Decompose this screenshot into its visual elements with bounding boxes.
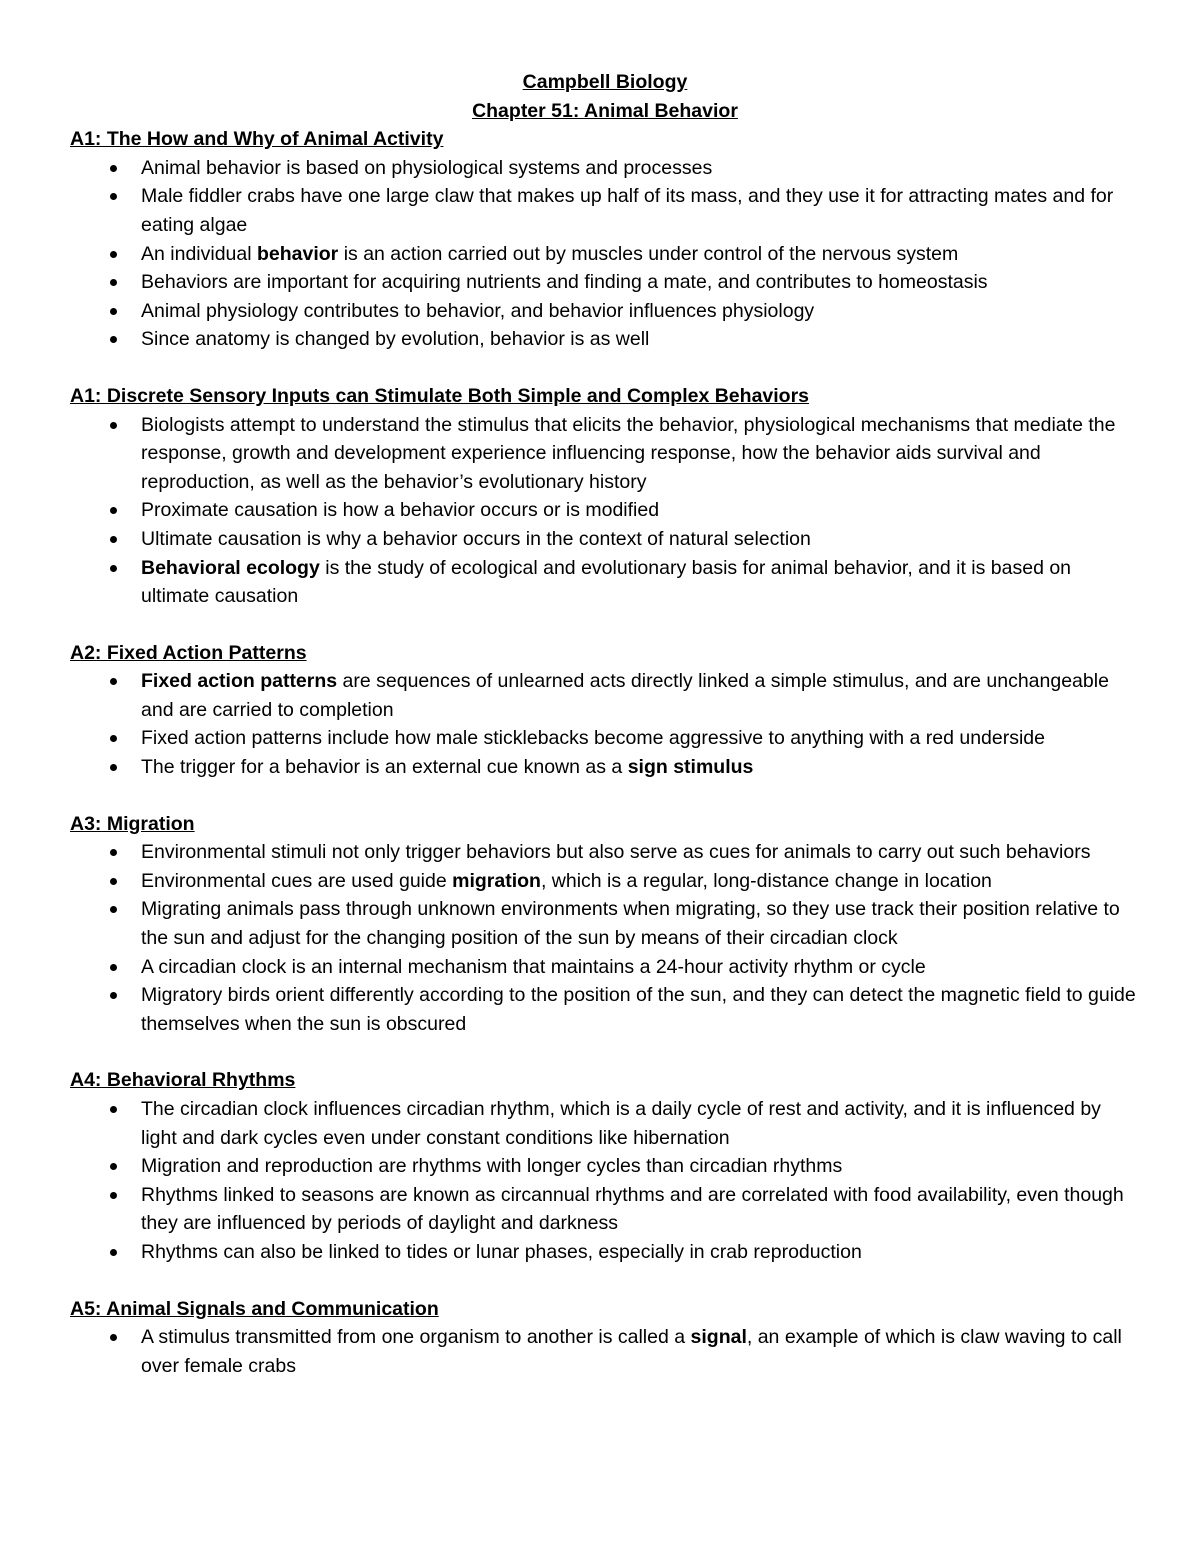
bullet-text: Male fiddler crabs have one large claw that makes up half of its mass, and they use it for attracting mates and for eating algae [141,185,1114,236]
bullet-text: Rhythms can also be linked to tides or lunar phases, especially in crab reproduction [141,1240,862,1263]
bullet-dot-icon [110,565,117,572]
bullet-dot-icon [110,193,117,200]
bullet-item [70,1323,1140,1380]
bullet-dot-icon [110,507,117,514]
bullet-item [70,981,1140,1038]
bullet-text: is an action carried out by muscles under control of the nervous system [338,242,959,265]
section-heading: A1: Discrete Sensory Inputs can Stimulate Both Simple and Complex Behaviors [70,384,810,407]
bold-term: migration [452,869,541,892]
bullet-item [70,867,1140,896]
bullet-list [70,1323,1140,1380]
bullet-text: Behaviors are important for acquiring nutrients and finding a mate, and contributes to homeostasis [141,271,988,294]
bullet-item [70,1152,1140,1181]
section-heading: A4: Behavioral Rhythms [70,1069,296,1092]
bullet-dot-icon [110,992,117,999]
bullet-item [70,554,1140,611]
section-heading: A2: Fixed Action Patterns [70,641,307,664]
bullet-item [70,496,1140,525]
section [70,639,1140,782]
bullet-dot-icon [110,536,117,543]
bullet-text: are sequences of unlearned acts directly linked a simple stimulus, and are unchangeable and are carried to completion [141,670,1109,721]
document-title: Campbell Biology [522,71,688,93]
bullet-item [70,154,1140,183]
bullet-dot-icon [110,336,117,343]
bullet-dot-icon [110,1106,117,1113]
bullet-item [70,753,1140,782]
bullet-text: Animal physiology contributes to behavior, and behavior influences physiology [141,299,815,322]
bullet-dot-icon [110,165,117,172]
bullet-dot-icon [110,906,117,913]
bold-term: behavior [257,242,339,265]
bullet-item [70,953,1140,982]
bullet-text: Migratory birds orient differently according to the position of the sun, and they can detect the magnetic field to guide themselves when the sun is obscured [141,984,1136,1035]
bullet-dot-icon [110,764,117,771]
bullet-item [70,325,1140,354]
bullet-text: Migration and reproduction are rhythms with longer cycles than circadian rhythms [141,1155,843,1178]
bold-term: sign stimulus [627,756,754,779]
bullet-dot-icon [110,849,117,856]
bullet-dot-icon [110,964,117,971]
bullet-item [70,1095,1140,1152]
document-subtitle: Chapter 51: Animal Behavior [472,99,738,122]
section [70,382,1140,611]
bullet-text: is the study of ecological and evolutionary basis for animal behavior, and it is based on ultimate causation [141,556,1072,608]
section-heading: A3: Migration [70,812,195,835]
bullet-dot-icon [110,1249,117,1256]
section [70,1295,1140,1381]
bullet-list [70,667,1140,781]
section [70,125,1140,354]
bullet-dot-icon [110,1192,117,1199]
bold-term: Behavioral ecology [141,556,320,579]
section-heading: A1: The How and Why of Animal Activity [70,128,444,151]
bullet-item [70,1181,1140,1238]
bullet-text: An individual [141,242,257,265]
section [70,810,1140,1039]
bullet-item [70,667,1140,724]
bullet-item [70,411,1140,497]
bullet-item [70,1238,1140,1267]
bullet-dot-icon [110,878,117,885]
bullet-dot-icon [110,279,117,286]
bullet-item [70,525,1140,554]
bullet-text: , which is a regular, long-distance change in location [540,869,992,892]
bullet-text: A circadian clock is an internal mechanism that maintains a 24-hour activity rhythm or cycle [141,955,926,978]
bullet-list [70,838,1140,1038]
bullet-dot-icon [110,1334,117,1341]
bullet-list [70,1095,1140,1267]
bullet-text: A stimulus transmitted from one organism to another is called a [141,1326,691,1349]
bold-term: Fixed action patterns [141,670,338,693]
bullet-text: Fixed action patterns include how male sticklebacks become aggressive to anything with a red underside [141,727,1045,750]
bullet-dot-icon [110,735,117,742]
bullet-dot-icon [110,422,117,429]
notes-body [70,125,1140,1380]
section [70,1066,1140,1266]
document-page [70,68,1140,1380]
bullet-text: , an example of which is claw waving to call over female crabs [141,1326,1122,1377]
bullet-list [70,154,1140,354]
bullet-text: Rhythms linked to seasons are known as circannual rhythms and are correlated with food availability, even though they are influenced by periods of daylight and darkness [141,1183,1124,1235]
bullet-text: Since anatomy is changed by evolution, behavior is as well [141,328,650,351]
bullet-text: Environmental cues are used guide [141,869,453,892]
bullet-list [70,411,1140,611]
bullet-item [70,297,1140,326]
bullet-text: Environmental stimuli not only trigger behaviors but also serve as cues for animals to carry out such behaviors [141,841,1091,864]
bullet-item [70,182,1140,239]
section-heading: A5: Animal Signals and Communication [70,1297,439,1320]
bullet-text: Animal behavior is based on physiological systems and processes [141,156,713,179]
bullet-item [70,240,1140,269]
bullet-item [70,895,1140,952]
bullet-item [70,838,1140,867]
bullet-item [70,268,1140,297]
bullet-text: The trigger for a behavior is an external cue known as a [141,756,628,779]
bold-term: signal [690,1326,747,1349]
bullet-text: The circadian clock influences circadian rhythm, which is a daily cycle of rest and activity, and it is influenced by light and dark cycles even under constant conditions like hibernation [141,1098,1101,1149]
bullet-text: Ultimate causation is why a behavior occurs in the context of natural selection [141,527,811,550]
bullet-text: Migrating animals pass through unknown environments when migrating, so they use track their position relative to the sun and adjust for the changing position of the sun by means of their circadian clock [141,898,1120,950]
bullet-dot-icon [110,251,117,258]
bullet-item [70,724,1140,753]
bullet-dot-icon [110,1163,117,1170]
bullet-dot-icon [110,678,117,685]
bullet-text: Proximate causation is how a behavior occurs or is modified [141,499,660,522]
bullet-text: Biologists attempt to understand the stimulus that elicits the behavior, physiological mechanisms that mediate the response, growth and development experience influencing response, how the behavior aids survival and reproduction, as well as the behavior’s evolutionary history [141,413,1116,493]
bullet-dot-icon [110,308,117,315]
